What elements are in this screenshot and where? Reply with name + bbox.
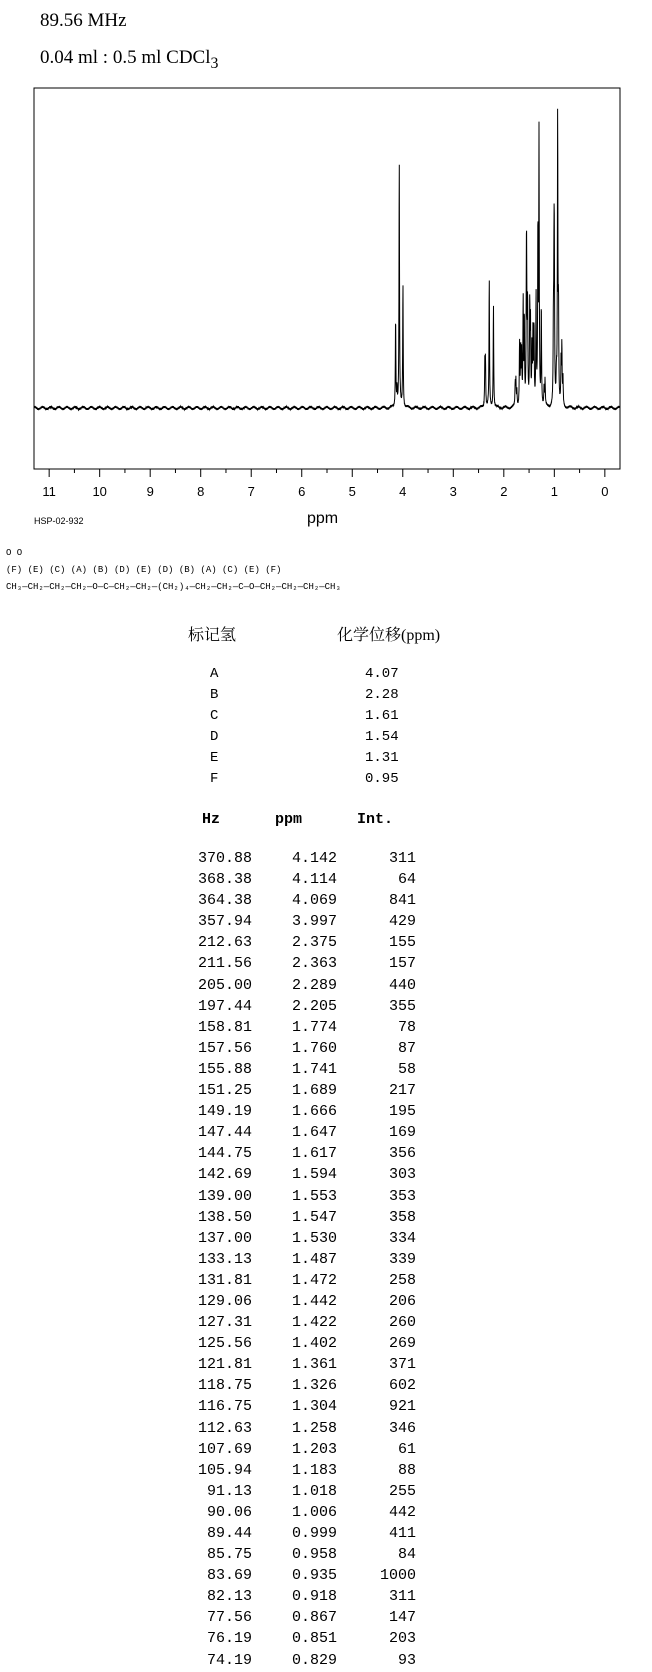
assignment-label: B xyxy=(210,687,219,703)
peak-table-row xyxy=(180,1164,440,1185)
peak-table-row xyxy=(180,1207,440,1228)
x-tick-label: 4 xyxy=(399,484,407,499)
peak-table-row xyxy=(180,1186,440,1207)
peak-intensity: 303 xyxy=(388,1166,416,1184)
peak-hz: 357.94 xyxy=(197,913,252,931)
peak-table-row xyxy=(180,1607,440,1628)
peak-ppm: 1.422 xyxy=(291,1314,337,1332)
spectrum-line xyxy=(34,109,620,410)
peak-ppm: 1.530 xyxy=(291,1229,337,1247)
peak-intensity: 311 xyxy=(388,850,416,867)
peak-hz: 116.75 xyxy=(197,1398,252,1416)
assignment-shift: 2.28 xyxy=(365,687,399,703)
peak-intensity: 84 xyxy=(397,1546,416,1564)
peak-intensity: 356 xyxy=(388,1145,416,1163)
peak-hz: 142.69 xyxy=(197,1166,252,1184)
peak-table-row xyxy=(180,975,440,996)
assignment-label: A xyxy=(210,666,219,682)
peak-hz: 370.88 xyxy=(197,850,252,867)
peak-table-row xyxy=(180,1270,440,1291)
peak-hz: 212.63 xyxy=(197,934,252,952)
assignment-row xyxy=(210,729,410,750)
peak-table-row xyxy=(180,1650,440,1671)
peak-intensity: 353 xyxy=(388,1187,416,1205)
peak-table-row xyxy=(180,1565,440,1586)
peak-hz: 91.13 xyxy=(206,1482,252,1500)
x-tick-label: 11 xyxy=(42,484,56,499)
peak-hz: 157.56 xyxy=(197,1039,252,1057)
peak-ppm: 1.774 xyxy=(291,1018,337,1036)
peak-table-row xyxy=(180,911,440,932)
structure-label-line: (F) (E) (C) (A) (B) (D) (E) (D) (B) (A) (C) (E) (F) xyxy=(6,565,282,575)
peak-table-row xyxy=(180,1396,440,1417)
peak-intensity: 87 xyxy=(397,1039,416,1057)
peak-intensity: 346 xyxy=(388,1419,416,1437)
x-tick-label: 3 xyxy=(449,484,457,499)
peak-hz: 139.00 xyxy=(197,1187,252,1205)
assignment-row xyxy=(210,666,410,687)
assignment-label-header: 标记氢 xyxy=(188,627,237,644)
peak-intensity: 217 xyxy=(388,1082,416,1100)
assignment-row xyxy=(210,750,410,771)
peak-hz: 129.06 xyxy=(197,1292,252,1310)
peak-intensity: 371 xyxy=(388,1356,416,1374)
peak-hz: 125.56 xyxy=(197,1335,252,1353)
peak-intensity: 78 xyxy=(397,1018,416,1036)
peak-table-row xyxy=(180,1122,440,1143)
peak-intensity: 195 xyxy=(388,1103,416,1121)
peak-ppm: 1.442 xyxy=(291,1292,337,1310)
peak-intensity: 258 xyxy=(388,1271,416,1289)
peak-intensity: 355 xyxy=(388,997,416,1015)
peak-table-row xyxy=(180,848,440,869)
peak-table-row xyxy=(180,1249,440,1270)
peak-hz: 211.56 xyxy=(197,955,252,973)
assignment-row xyxy=(210,687,410,708)
peak-hz: 83.69 xyxy=(206,1567,252,1585)
peak-intensity: 269 xyxy=(388,1335,416,1353)
peak-hz: 107.69 xyxy=(197,1440,252,1458)
assignment-shift: 0.95 xyxy=(365,771,399,787)
assignment-row xyxy=(210,771,410,792)
x-tick-label: 10 xyxy=(92,484,107,499)
peak-ppm: 1.553 xyxy=(291,1187,337,1205)
peak-intensity: 442 xyxy=(388,1503,416,1521)
peak-ppm: 1.472 xyxy=(291,1271,337,1289)
peak-table-row xyxy=(180,1523,440,1544)
spectrometer-frequency: 89.56 MHz xyxy=(40,10,127,31)
peak-ppm: 2.375 xyxy=(291,934,337,952)
peak-table-row xyxy=(180,1375,440,1396)
peak-ppm: 0.935 xyxy=(291,1567,337,1585)
peak-ppm: 1.258 xyxy=(291,1419,337,1437)
peak-table-row xyxy=(180,1059,440,1080)
peak-intensity: 260 xyxy=(388,1314,416,1332)
peak-table-row xyxy=(180,1291,440,1312)
x-tick-label: 5 xyxy=(348,484,356,499)
peak-hz: 82.13 xyxy=(206,1588,252,1606)
peak-ppm: 2.363 xyxy=(291,955,337,973)
peak-ppm: 1.760 xyxy=(291,1039,337,1057)
x-tick-label: 6 xyxy=(298,484,306,499)
assignment-shift: 1.31 xyxy=(365,750,399,766)
x-tick-label: 0 xyxy=(601,484,609,499)
peak-intensity: 921 xyxy=(388,1398,416,1416)
peak-table-row xyxy=(180,932,440,953)
peak-ppm: 1.361 xyxy=(291,1356,337,1374)
peak-hz: 368.38 xyxy=(197,871,252,889)
peak-table-row xyxy=(180,1628,440,1649)
peak-ppm: 1.183 xyxy=(291,1461,337,1479)
peak-ppm: 4.114 xyxy=(291,871,337,889)
peak-ppm: 1.666 xyxy=(291,1103,337,1121)
peak-ppm: 1.741 xyxy=(291,1060,337,1078)
peak-table-row xyxy=(180,1460,440,1481)
peak-table-row xyxy=(180,1228,440,1249)
peak-table-row xyxy=(180,1080,440,1101)
peak-hz: 89.44 xyxy=(206,1525,252,1542)
peak-ppm: 1.617 xyxy=(291,1145,337,1163)
peak-intensity: 61 xyxy=(397,1440,416,1458)
peak-ppm: 1.203 xyxy=(291,1440,337,1458)
peak-ppm: 2.205 xyxy=(291,997,337,1015)
peak-intensity: 93 xyxy=(397,1651,416,1669)
peak-hz: 77.56 xyxy=(206,1609,252,1627)
peak-intensity: 311 xyxy=(388,1588,416,1606)
peak-intensity: 206 xyxy=(388,1292,416,1310)
header-intensity: Int. xyxy=(357,811,394,828)
peak-intensity: 358 xyxy=(388,1208,416,1226)
peak-table-row xyxy=(180,1586,440,1607)
assignment-table xyxy=(210,666,410,792)
peak-intensity: 203 xyxy=(388,1630,416,1648)
peak-intensity: 429 xyxy=(388,913,416,931)
peak-hz: 118.75 xyxy=(197,1377,252,1395)
x-tick-label: 8 xyxy=(197,484,205,499)
peak-hz: 158.81 xyxy=(197,1018,252,1036)
peak-hz: 144.75 xyxy=(197,1145,252,1163)
peak-intensity: 440 xyxy=(388,976,416,994)
peak-table-row xyxy=(180,1017,440,1038)
peak-hz: 149.19 xyxy=(197,1103,252,1121)
peak-ppm: 4.142 xyxy=(291,850,337,867)
peak-intensity: 64 xyxy=(397,871,416,889)
peak-table-row xyxy=(180,1101,440,1122)
peak-ppm: 4.069 xyxy=(291,892,337,910)
peak-intensity: 155 xyxy=(388,934,416,952)
assignment-row xyxy=(210,708,410,729)
plot-frame xyxy=(34,88,620,469)
peak-ppm: 1.647 xyxy=(291,1124,337,1142)
sample-subscript: 3 xyxy=(210,54,219,72)
x-tick-label: 7 xyxy=(247,484,255,499)
peak-hz: 121.81 xyxy=(197,1356,252,1374)
nmr-spectrum-chart xyxy=(0,80,652,525)
peak-hz: 205.00 xyxy=(197,976,252,994)
peak-intensity: 147 xyxy=(388,1609,416,1627)
peak-ppm: 1.326 xyxy=(291,1377,337,1395)
peak-table-row xyxy=(180,1354,440,1375)
peak-intensity: 255 xyxy=(388,1482,416,1500)
peak-table-row xyxy=(180,1333,440,1354)
peak-table-row xyxy=(180,1418,440,1439)
peak-hz: 147.44 xyxy=(197,1124,252,1142)
sample-description xyxy=(40,47,218,73)
peak-intensity: 339 xyxy=(388,1250,416,1268)
peak-ppm: 1.689 xyxy=(291,1082,337,1100)
peak-hz: 137.00 xyxy=(197,1229,252,1247)
peak-ppm: 1.547 xyxy=(291,1208,337,1226)
structure-formula: CH₃—CH₂—CH₂—CH₂—O—C—CH₂—CH₂—(CH₂)₄—CH₂—CH₂—C—O—CH₂—CH₂—CH₂—CH₃ xyxy=(6,582,341,592)
peak-hz: 105.94 xyxy=(197,1461,252,1479)
assignment-label: F xyxy=(210,771,219,787)
peak-table xyxy=(180,848,440,1671)
peak-hz: 85.75 xyxy=(206,1546,252,1564)
peak-hz: 112.63 xyxy=(197,1419,252,1437)
peak-table-row xyxy=(180,1502,440,1523)
assignment-shift-header: 化学位移(ppm) xyxy=(337,627,441,644)
header-ppm: ppm xyxy=(275,811,303,828)
peak-ppm: 0.958 xyxy=(291,1546,337,1564)
peak-ppm: 1.018 xyxy=(291,1482,337,1500)
peak-table-row xyxy=(180,1544,440,1565)
peak-ppm: 0.851 xyxy=(291,1630,337,1648)
peak-table-row xyxy=(180,1038,440,1059)
peak-ppm: 1.304 xyxy=(291,1398,337,1416)
peak-intensity: 334 xyxy=(388,1229,416,1247)
peak-ppm: 0.829 xyxy=(291,1651,337,1669)
peak-table-row xyxy=(180,869,440,890)
peak-table-row xyxy=(180,1312,440,1333)
x-tick-label: 1 xyxy=(550,484,558,499)
peak-ppm: 0.867 xyxy=(291,1609,337,1627)
header-hz: Hz xyxy=(202,811,221,828)
peak-hz: 131.81 xyxy=(197,1271,252,1289)
peak-hz: 74.19 xyxy=(206,1651,252,1669)
sample-text: 0.04 ml : 0.5 ml CDCl xyxy=(40,47,211,68)
peak-table-row xyxy=(180,1143,440,1164)
peak-hz: 364.38 xyxy=(197,892,252,910)
structure-carbonyl-line: O O xyxy=(6,548,23,558)
peak-hz: 155.88 xyxy=(197,1060,252,1078)
peak-ppm: 1.487 xyxy=(291,1250,337,1268)
peak-table-row xyxy=(180,890,440,911)
peak-intensity: 1000 xyxy=(379,1567,416,1585)
peak-hz: 151.25 xyxy=(197,1082,252,1100)
peak-table-row xyxy=(180,1439,440,1460)
x-axis-label: ppm xyxy=(307,510,339,527)
peak-hz: 133.13 xyxy=(197,1250,252,1268)
assignment-shift: 4.07 xyxy=(365,666,399,682)
peak-ppm: 1.006 xyxy=(291,1503,337,1521)
peak-intensity: 169 xyxy=(388,1124,416,1142)
peak-hz: 127.31 xyxy=(197,1314,252,1332)
x-axis xyxy=(42,469,608,499)
assignment-label: D xyxy=(210,729,219,745)
peak-intensity: 157 xyxy=(388,955,416,973)
peak-intensity: 58 xyxy=(397,1060,416,1078)
peak-intensity: 88 xyxy=(397,1461,416,1479)
peak-ppm: 0.918 xyxy=(291,1588,337,1606)
assignment-label: E xyxy=(210,750,219,766)
peak-ppm: 0.999 xyxy=(291,1525,337,1542)
peak-hz: 138.50 xyxy=(197,1208,252,1226)
assignment-label: C xyxy=(210,708,219,724)
x-tick-label: 9 xyxy=(146,484,154,499)
peak-ppm: 1.594 xyxy=(291,1166,337,1184)
peak-intensity: 602 xyxy=(388,1377,416,1395)
peak-hz: 90.06 xyxy=(206,1503,252,1521)
peak-ppm: 2.289 xyxy=(291,976,337,994)
peak-ppm: 1.402 xyxy=(291,1335,337,1353)
peak-table-row xyxy=(180,953,440,974)
peak-intensity: 411 xyxy=(388,1525,416,1542)
peak-table-row xyxy=(180,1481,440,1502)
peak-table-row xyxy=(180,996,440,1017)
peak-hz: 76.19 xyxy=(206,1630,252,1648)
assignment-shift: 1.54 xyxy=(365,729,399,745)
peak-intensity: 841 xyxy=(388,892,416,910)
x-tick-label: 2 xyxy=(500,484,508,499)
peak-hz: 197.44 xyxy=(197,997,252,1015)
assignment-shift: 1.61 xyxy=(365,708,399,724)
peak-ppm: 3.997 xyxy=(291,913,337,931)
spectrum-code: HSP-02-932 xyxy=(34,516,84,526)
